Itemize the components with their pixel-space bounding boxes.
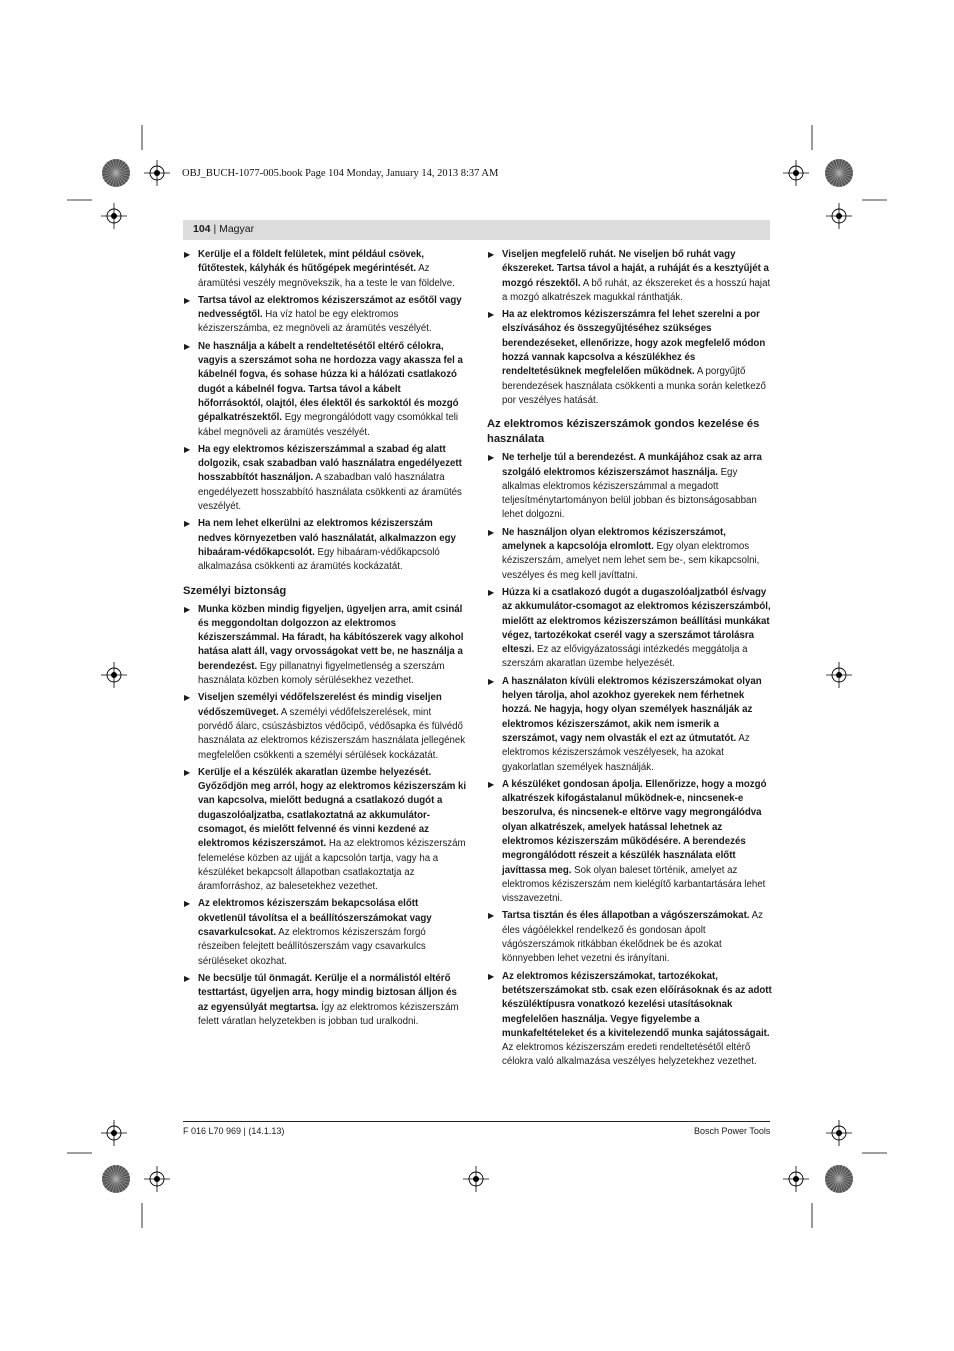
crosshair-mark-icon bbox=[144, 160, 170, 186]
list-item bbox=[183, 972, 468, 1029]
list-item-bold-text: Ne használja a kábelt a rendeltetésétől eltérő célokra, vagyis a szerszámot soha ne hordozza vagy akassza fel a kábelnél fogva, és sohase húzza ki a hálózati csatlakozó dugót a kábelnél fogva. Tartsa távol a kábelt hőforrásoktól, olajtól, éles élektől és sarkoktól és mozgó gépalkatrészektől. bbox=[198, 340, 463, 424]
page-header bbox=[193, 223, 254, 235]
bullet-arrow-icon: ▶ bbox=[184, 767, 191, 777]
list-item bbox=[487, 909, 772, 966]
bullet-arrow-icon: ▶ bbox=[184, 519, 191, 529]
left-bullet-list-top bbox=[183, 248, 468, 575]
list-item bbox=[183, 294, 468, 337]
list-item bbox=[487, 586, 772, 672]
list-item-text: Egy hibaáram-védőkapcsoló alkalmazása csökkenti az áramütés kockázatát. bbox=[198, 546, 440, 573]
list-item-text: Az áramütési veszély megnövekszik, ha a teste le van földelve. bbox=[198, 263, 455, 289]
bullet-arrow-icon: ▶ bbox=[488, 971, 495, 981]
list-item-bold-text: Viseljen személyi védőfelszerelést és mindig viseljen védőszemüveget. bbox=[198, 692, 442, 718]
bullet-arrow-icon: ▶ bbox=[488, 779, 495, 789]
list-item-text: Így az elektromos kéziszerszám felett váratlan helyzetekben is jobban tud uralkodni. bbox=[198, 1001, 459, 1027]
registration-rosette-icon bbox=[825, 159, 853, 187]
list-item bbox=[487, 248, 772, 305]
list-item-bold-text: A készüléket gondosan ápolja. Ellenőrizze, hogy a mozgó alkatrészek kifogástalanul működnek-e, nincsenek-e beszorulva, és nincsenek-e eltörve vagy megrongálódva olyan alkatrészek, amelyek hatással lehetnek az elektromos kéziszerszám működésére. A berendezés megrongálódott részeit a készülék használata előtt javíttassa meg. bbox=[502, 778, 767, 876]
bullet-arrow-icon: ▶ bbox=[184, 341, 191, 351]
printer-slug-line: OBJ_BUCH-1077-005.book Page 104 Monday, January 14, 2013 8:37 AM bbox=[182, 168, 499, 179]
list-item-text: Az elektromos kéziszerszám forgó részeiben felejtett beállítószerszám vagy csavarkulcs sérüléseket okozhat. bbox=[198, 927, 426, 967]
list-item-text: Egy pillanatnyi figyelmetlenség a szerszám használata közben komoly sérülésekhez vezethet. bbox=[198, 660, 445, 687]
bullet-arrow-icon: ▶ bbox=[488, 676, 495, 686]
bullet-arrow-icon: ▶ bbox=[488, 527, 495, 537]
bullet-arrow-icon: ▶ bbox=[184, 295, 191, 305]
crosshair-mark-icon bbox=[783, 160, 809, 186]
list-item bbox=[487, 778, 772, 907]
list-item-text: A porgyűjtő berendezések használata csökkenti a munka során keletkező por veszélyes hatását. bbox=[502, 366, 766, 406]
crosshair-mark-icon bbox=[826, 662, 852, 688]
page-header-bar bbox=[183, 220, 770, 240]
bullet-arrow-icon: ▶ bbox=[488, 453, 495, 463]
list-item-bold-text: Ne használjon olyan elektromos kéziszerszámot, amelynek a kapcsolója elromlott. bbox=[502, 526, 726, 553]
list-item-text: Az elektromos kéziszerszám eredeti rendeltetésétől eltérő célokra való alkalmazása veszélyes helyzetekhez vezethet. bbox=[502, 1042, 757, 1068]
bullet-arrow-icon: ▶ bbox=[184, 693, 191, 703]
bullet-arrow-icon: ▶ bbox=[488, 911, 495, 921]
list-item-text: Ha víz hatol be egy elektromos kéziszerszámba, ez megnöveli az áramütés veszélyét. bbox=[198, 309, 432, 335]
footer-rule bbox=[183, 1121, 770, 1122]
list-item bbox=[487, 308, 772, 408]
list-item-text: Ha az elektromos kéziszerszám felemelése közben az ujját a kapcsolón tartja, vagy ha a készüléket bekapcsolt állapotban csatlakoztatja az áramforráshoz, az balesetekhez vezethet. bbox=[198, 838, 466, 893]
crosshair-mark-icon bbox=[101, 1120, 127, 1146]
registration-rosette-icon bbox=[102, 1165, 130, 1193]
bullet-arrow-icon: ▶ bbox=[184, 973, 191, 983]
bullet-arrow-icon: ▶ bbox=[184, 444, 191, 454]
list-item-text: Ez az elővigyázatossági intézkedés meggátolja a szerszám akaratlan üzembe helyezését. bbox=[502, 644, 748, 670]
list-item-bold-text: Kerülje el a készülék akaratlan üzembe helyezését. Győződjön meg arról, hogy az elektromos kéziszerszám ki van kapcsolva, mielőtt bedugná a csatlakozó dugót a dugaszolóaljzatba, csatlakoztatná az akkumulátor-csomagot, és mielőtt felvenné és vinni kezdené az elektromos kéziszerszámot. bbox=[198, 766, 467, 850]
list-item-text: A szabadban való használatra engedélyezett hosszabbító használata csökkenti az áramütés veszélyét. bbox=[198, 472, 462, 513]
list-item bbox=[183, 340, 468, 440]
crosshair-mark-icon bbox=[101, 203, 127, 229]
list-item-bold-text: Munka közben mindig figyeljen, ügyeljen arra, amit csinál és meggondoltan dolgozzon az elektromos kéziszerszámmal. Ha fáradt, ha kábítószerek vagy alkohol hatása alatt áll, vagy orvosságokat vett be, ne használja a berendezést. bbox=[198, 603, 464, 672]
list-item-bold-text: Kerülje el a földelt felületek, mint például csövek, fűtőtestek, kályhák és hűtőgépek megérintését. bbox=[198, 249, 425, 275]
list-item bbox=[183, 766, 468, 895]
list-item-bold-text: Ha egy elektromos kéziszerszámmal a szabad ég alatt dolgozik, csak szabadban való használatra engedélyezett hosszabbítót használjon. bbox=[198, 443, 462, 484]
bullet-arrow-icon: ▶ bbox=[184, 250, 191, 259]
list-item-text: Egy alkalmas elektromos kéziszerszámmal a megadott teljesítménytartományon belül jobban és biztonságosabban lehet dolgozni. bbox=[502, 466, 757, 521]
list-item bbox=[487, 675, 772, 775]
crosshair-mark-icon bbox=[101, 662, 127, 688]
crosshair-mark-icon bbox=[826, 1120, 852, 1146]
list-item-text: Egy olyan elektromos kéziszerszám, amelyet nem lehet sem be-, sem kikapcsolni, veszélyes és meg kell javíttatni. bbox=[502, 541, 760, 581]
registration-rosette-icon bbox=[102, 159, 130, 187]
page-number: 104 bbox=[193, 223, 211, 235]
list-item-text: Az elektromos kéziszerszámok veszélyesek, ha azokat gyakorlatlan személyek használják. bbox=[502, 732, 750, 773]
section-title-tool-care: Az elektromos kéziszerszámok gondos kezelése és használata bbox=[487, 418, 760, 446]
list-item-bold-text: Ne terhelje túl a berendezést. A munkájához csak az arra szolgáló elektromos kéziszerszámot használja. bbox=[502, 452, 762, 478]
list-item-bold-text: Az elektromos kéziszerszámokat, tartozékokat, betétszerszámokat stb. csak ezen előírásoknak és az adott készüléktípusra vonatkozó kezelési utasításoknak megfelelően használja. Vegye figyelembe a munkafeltételeket és a kivitelezendő munka sajátosságait. bbox=[502, 970, 772, 1039]
list-item bbox=[183, 897, 468, 968]
registration-rosette-icon bbox=[825, 1165, 853, 1193]
right-column bbox=[487, 248, 772, 1073]
bullet-arrow-icon: ▶ bbox=[184, 604, 191, 614]
right-bullet-list-top bbox=[487, 248, 772, 408]
list-item-text: Az éles vágóélekkel rendelkező és gondosan ápolt vágószerszámok ritkábban ékelődnek be és azokat könnyebben lehet vezetni és irányítani. bbox=[502, 910, 763, 965]
footer-doc-code: F 016 L70 969 | (14.1.13) bbox=[183, 1126, 285, 1136]
bullet-arrow-icon: ▶ bbox=[184, 899, 191, 909]
header-language: Magyar bbox=[219, 223, 255, 235]
list-item-text: Sok olyan baleset történik, amelyet az elektromos kéziszerszám nem kielégítő karbantartására lehet visszavezetni. bbox=[502, 864, 766, 905]
header-separator: | bbox=[210, 223, 220, 235]
left-column bbox=[183, 248, 468, 1032]
list-item-bold-text: A használaton kívüli elektromos kéziszerszámokat olyan helyen tárolja, ahol azokhoz gyerekek nem férhetnek hozzá. Ne hagyja, hogy olyan személyek használják az elektromos kéziszerszámot, akik nem ismerik a szerszámot, vagy nem olvasták el ezt az útmutatót. bbox=[502, 675, 762, 744]
bullet-arrow-icon: ▶ bbox=[488, 587, 495, 597]
list-item-text: A bő ruhát, az ékszereket és a hosszú hajat a mozgó alkatrészek magukkal ránthatják. bbox=[502, 277, 771, 303]
list-item-bold-text: Az elektromos kéziszerszám bekapcsolása előtt okvetlenül távolítsa el a beállítószerszámokat vagy csavarkulcsokat. bbox=[198, 898, 432, 939]
list-item bbox=[183, 517, 468, 574]
crosshair-mark-icon bbox=[826, 203, 852, 229]
list-item bbox=[487, 970, 772, 1070]
section-title-personal-safety: Személyi biztonság bbox=[183, 584, 287, 597]
list-item bbox=[183, 443, 468, 514]
bullet-arrow-icon: ▶ bbox=[488, 250, 495, 259]
list-item-bold-text: Viseljen megfelelő ruhát. Ne viseljen bő ruhát vagy ékszereket. Tartsa távol a haját, a ruháját és a kesztyűjét a mozgó részektől. bbox=[502, 249, 769, 289]
list-item-text: A személyi védőfelszerelések, mint porvédő álarc, csúszásbiztos védőcipő, védősapka és fülvédő használata az elektromos kéziszerszám használata jellegének megfelelően csökkenti a személyi sérülések kockázatát. bbox=[198, 706, 466, 761]
crosshair-mark-icon bbox=[783, 1166, 809, 1192]
list-item-bold-text: Ne becsülje túl önmagát. Kerülje el a normálistól eltérő testtartást, ügyeljen arra, hogy mindig biztosan álljon és az egyensúlyát megtartsa. bbox=[198, 972, 457, 1013]
bullet-arrow-icon: ▶ bbox=[488, 310, 495, 320]
list-item-bold-text: Ha az elektromos kéziszerszámra fel lehet szerelni a por elszívásához és összegyűjtéséhez szükséges berendezéseket, ellenőrizze, hogy azok megfelelő módon hozzá vannak kapcsolva a készülékhez és rendeltetésüknek megfelelően működnek. bbox=[502, 309, 766, 378]
crosshair-mark-icon bbox=[463, 1166, 489, 1192]
list-item bbox=[183, 603, 468, 689]
list-item bbox=[183, 691, 468, 762]
list-item bbox=[183, 248, 468, 291]
list-item-bold-text: Húzza ki a csatlakozó dugót a dugaszolóaljzatból és/vagy az akkumulátor-csomagot az elektromos kéziszerszámból, mielőtt az elektromos kéziszerszámon beállítási munkákat végez, tartozékokat cserél vagy a szerszámot tárolásra elteszi. bbox=[502, 586, 771, 656]
list-item-bold-text: Tartsa távol az elektromos kéziszerszámot az esőtől vagy nedvességtől. bbox=[198, 294, 462, 321]
list-item-bold-text: Tartsa tisztán és éles állapotban a vágószerszámokat. bbox=[502, 910, 750, 922]
list-item-bold-text: Ha nem lehet elkerülni az elektromos kéziszerszám nedves környezetben való használatát, alkalmazzon egy hibaáram-védőkapcsolót. bbox=[198, 518, 456, 558]
list-item bbox=[487, 451, 772, 522]
left-bullet-list-bottom bbox=[183, 603, 468, 1030]
crosshair-mark-icon bbox=[144, 1166, 170, 1192]
right-bullet-list-bottom bbox=[487, 451, 772, 1069]
footer-brand: Bosch Power Tools bbox=[694, 1126, 771, 1136]
list-item bbox=[487, 526, 772, 583]
list-item-text: Egy megrongálódott vagy csomókkal teli kábel megnöveli az áramütés veszélyét. bbox=[198, 412, 459, 438]
